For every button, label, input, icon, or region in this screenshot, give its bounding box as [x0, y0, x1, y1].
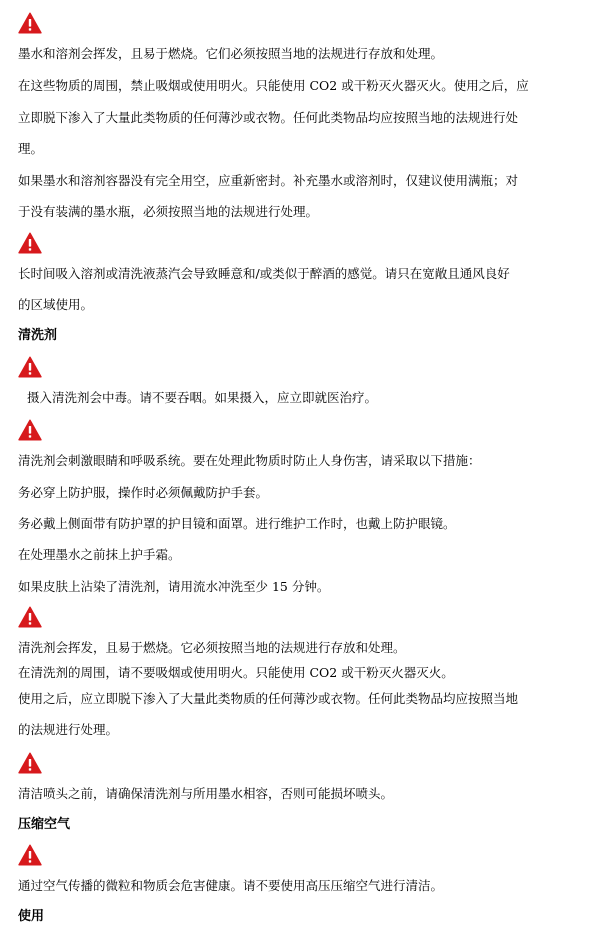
- text-line: 务必穿上防护服，操作时必须佩戴防护手套。: [18, 485, 269, 500]
- text-line: 通过空气传播的微粒和物质会危害健康。请不要使用高压压缩空气进行清洁。: [18, 878, 444, 893]
- section-heading-usage: 使用: [18, 909, 45, 924]
- text-line: 摄入清洗剂会中毒。请不要吞咽。如果摄入，应立即就医治疗。: [27, 390, 378, 405]
- text-line: 在这些物质的周围，禁止吸烟或使用明火。只能使用 CO2 或干粉灭火器灭火。使用之后，应: [18, 78, 529, 93]
- text-line: 清洗剂会刺激眼睛和呼吸系统。要在处理此物质时防止人身伤害，请采取以下措施：: [18, 453, 481, 468]
- warning-triangle-icon: [18, 356, 42, 378]
- text-line: 长时间吸入溶剂或清洗液蒸汽会导致睡意和/或类似于醉酒的感觉。请只在宽敞且通风良好: [18, 266, 510, 281]
- warning-triangle-icon: [18, 12, 42, 34]
- warning-triangle-icon: [18, 232, 42, 254]
- section-heading-cleaner: 清洗剂: [18, 328, 58, 343]
- text-line: 清洗剂会挥发，且易于燃烧。它必须按照当地的法规进行存放和处理。: [18, 640, 406, 655]
- text-line: 在处理墨水之前抹上护手霜。: [18, 547, 181, 562]
- warning-triangle-icon: [18, 606, 42, 628]
- warning-triangle-icon: [18, 419, 42, 441]
- text-line: 如果墨水和溶剂容器没有完全用空，应重新密封。补充墨水或溶剂时，仅建议使用满瓶；对: [18, 173, 519, 188]
- text-line: 如果皮肤上沾染了清洗剂，请用流水冲洗至少 15 分钟。: [18, 579, 330, 594]
- text-line: 务必戴上侧面带有防护罩的护目镜和面罩。进行维护工作时，也戴上防护眼镜。: [18, 516, 456, 531]
- text-line: 在清洗剂的周围，请不要吸烟或使用明火。只能使用 CO2 或干粉灭火器灭火。: [18, 665, 454, 680]
- section-heading-compressed-air: 压缩空气: [18, 817, 71, 832]
- text-line: 的法规进行处理。: [18, 722, 119, 737]
- text-line: 于没有装满的墨水瓶，必须按照当地的法规进行处理。: [18, 204, 319, 219]
- warning-triangle-icon: [18, 752, 42, 774]
- text-line: 清洁喷头之前，请确保清洗剂与所用墨水相容，否则可能损坏喷头。: [18, 786, 394, 801]
- text-line: 使用之后，应立即脱下渗入了大量此类物质的任何薄沙或衣物。任何此类物品均应按照当地: [18, 691, 519, 706]
- text-line: 立即脱下渗入了大量此类物质的任何薄沙或衣物。任何此类物品均应按照当地的法规进行处: [18, 110, 519, 125]
- text-line: 的区域使用。: [18, 297, 94, 312]
- text-line: 理。: [18, 141, 44, 156]
- text-line: 墨水和溶剂会挥发，且易于燃烧。它们必须按照当地的法规进行存放和处理。: [18, 46, 444, 61]
- warning-triangle-icon: [18, 844, 42, 866]
